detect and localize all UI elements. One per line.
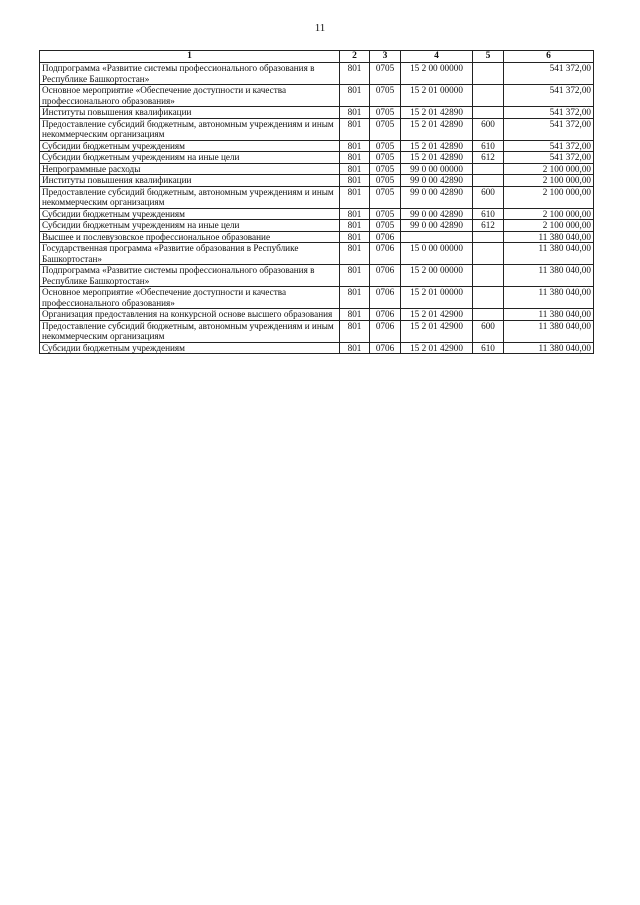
row-vr-cell: 610 (473, 208, 504, 220)
table-row (40, 208, 594, 220)
row-csr-cell: 15 2 00 00000 (401, 63, 473, 85)
row-grbs-cell: 801 (340, 118, 370, 140)
table-row (40, 63, 594, 85)
row-sum-cell: 2 100 000,00 (504, 186, 594, 208)
row-csr-cell: 15 0 00 00000 (401, 243, 473, 265)
table-row (40, 85, 594, 107)
row-sum-cell: 541 372,00 (504, 63, 594, 85)
row-section-cell: 0706 (370, 243, 401, 265)
row-csr-cell: 15 2 01 42900 (401, 342, 473, 354)
row-grbs-cell: 801 (340, 208, 370, 220)
row-name-cell: Высшее и послевузовское профессиональное образование (40, 231, 340, 243)
row-sum-cell: 541 372,00 (504, 85, 594, 107)
table-header-row (40, 51, 594, 63)
row-section-cell: 0706 (370, 342, 401, 354)
row-section-cell: 0706 (370, 265, 401, 287)
page-number: 11 (314, 22, 326, 34)
row-csr-cell: 15 2 01 42890 (401, 140, 473, 152)
row-sum-cell: 11 380 040,00 (504, 265, 594, 287)
row-name-cell: Субсидии бюджетным учреждениям (40, 208, 340, 220)
row-section-cell: 0705 (370, 63, 401, 85)
table-row (40, 231, 594, 243)
row-grbs-cell: 801 (340, 152, 370, 164)
row-name-cell: Государственная программа «Развитие образования в Республике Башкортостан» (40, 243, 340, 265)
row-csr-cell: 15 2 01 00000 (401, 85, 473, 107)
row-sum-cell: 541 372,00 (504, 107, 594, 119)
row-vr-cell: 600 (473, 118, 504, 140)
table-row (40, 220, 594, 232)
row-section-cell: 0705 (370, 152, 401, 164)
row-section-cell: 0706 (370, 287, 401, 309)
row-grbs-cell: 801 (340, 265, 370, 287)
table-row (40, 118, 594, 140)
row-grbs-cell: 801 (340, 85, 370, 107)
table-row (40, 265, 594, 287)
table-row (40, 243, 594, 265)
row-sum-cell: 541 372,00 (504, 140, 594, 152)
row-name-cell: Подпрограмма «Развитие системы профессионального образования в Республике Башкортостан» (40, 63, 340, 85)
row-csr-cell: 15 2 01 42890 (401, 107, 473, 119)
table-row (40, 342, 594, 354)
row-vr-cell: 612 (473, 152, 504, 164)
row-csr-cell: 99 0 00 42890 (401, 186, 473, 208)
row-name-cell: Организация предоставления на конкурсной основе высшего образования (40, 309, 340, 321)
row-name-cell: Предоставление субсидий бюджетным, автономным учреждениям и иным некоммерческим организациям (40, 118, 340, 140)
row-name-cell: Субсидии бюджетным учреждениям (40, 140, 340, 152)
row-vr-cell (473, 85, 504, 107)
row-grbs-cell: 801 (340, 231, 370, 243)
row-csr-cell (401, 231, 473, 243)
row-name-cell: Субсидии бюджетным учреждениям на иные цели (40, 152, 340, 164)
row-grbs-cell: 801 (340, 243, 370, 265)
budget-table (39, 50, 594, 354)
row-section-cell: 0705 (370, 163, 401, 175)
row-sum-cell: 11 380 040,00 (504, 309, 594, 321)
row-vr-cell (473, 309, 504, 321)
row-grbs-cell: 801 (340, 320, 370, 342)
row-csr-cell: 99 0 00 42890 (401, 175, 473, 187)
row-section-cell: 0706 (370, 309, 401, 321)
row-grbs-cell: 801 (340, 220, 370, 232)
row-csr-cell: 15 2 01 42890 (401, 118, 473, 140)
row-sum-cell: 2 100 000,00 (504, 175, 594, 187)
row-sum-cell: 541 372,00 (504, 152, 594, 164)
table-row (40, 320, 594, 342)
row-vr-cell (473, 107, 504, 119)
row-sum-cell: 2 100 000,00 (504, 208, 594, 220)
table-row (40, 163, 594, 175)
row-name-cell: Предоставление субсидий бюджетным, автономным учреждениям и иным некоммерческим организациям (40, 320, 340, 342)
column-header: 2 (340, 51, 370, 63)
table-row (40, 309, 594, 321)
row-vr-cell (473, 243, 504, 265)
table-row (40, 140, 594, 152)
row-csr-cell: 99 0 00 00000 (401, 163, 473, 175)
row-section-cell: 0705 (370, 186, 401, 208)
row-vr-cell: 600 (473, 320, 504, 342)
row-vr-cell (473, 265, 504, 287)
row-name-cell: Институты повышения квалификации (40, 107, 340, 119)
row-sum-cell: 11 380 040,00 (504, 243, 594, 265)
column-header: 6 (504, 51, 594, 63)
row-grbs-cell: 801 (340, 63, 370, 85)
column-header: 1 (40, 51, 340, 63)
row-vr-cell: 610 (473, 342, 504, 354)
row-section-cell: 0705 (370, 208, 401, 220)
row-csr-cell: 99 0 00 42890 (401, 208, 473, 220)
row-grbs-cell: 801 (340, 186, 370, 208)
row-section-cell: 0705 (370, 118, 401, 140)
row-vr-cell (473, 175, 504, 187)
row-sum-cell: 11 380 040,00 (504, 342, 594, 354)
row-grbs-cell: 801 (340, 175, 370, 187)
table-row (40, 186, 594, 208)
row-grbs-cell: 801 (340, 107, 370, 119)
row-vr-cell: 610 (473, 140, 504, 152)
row-section-cell: 0705 (370, 140, 401, 152)
row-vr-cell: 600 (473, 186, 504, 208)
row-section-cell: 0706 (370, 320, 401, 342)
row-sum-cell: 2 100 000,00 (504, 220, 594, 232)
row-csr-cell: 99 0 00 42890 (401, 220, 473, 232)
row-name-cell: Подпрограмма «Развитие системы профессионального образования в Республике Башкортостан» (40, 265, 340, 287)
row-sum-cell: 11 380 040,00 (504, 287, 594, 309)
table-body (40, 63, 594, 354)
row-name-cell: Предоставление субсидий бюджетным, автономным учреждениям и иным некоммерческим организациям (40, 186, 340, 208)
row-sum-cell: 11 380 040,00 (504, 320, 594, 342)
table-row (40, 175, 594, 187)
row-vr-cell: 612 (473, 220, 504, 232)
table-row (40, 287, 594, 309)
row-name-cell: Субсидии бюджетным учреждениям на иные цели (40, 220, 340, 232)
row-csr-cell: 15 2 01 42890 (401, 152, 473, 164)
row-name-cell: Субсидии бюджетным учреждениям (40, 342, 340, 354)
row-csr-cell: 15 2 01 42900 (401, 309, 473, 321)
row-section-cell: 0705 (370, 220, 401, 232)
row-csr-cell: 15 2 01 00000 (401, 287, 473, 309)
row-section-cell: 0705 (370, 175, 401, 187)
table-row (40, 107, 594, 119)
row-grbs-cell: 801 (340, 309, 370, 321)
row-vr-cell (473, 231, 504, 243)
row-section-cell: 0705 (370, 85, 401, 107)
row-grbs-cell: 801 (340, 342, 370, 354)
row-sum-cell: 2 100 000,00 (504, 163, 594, 175)
row-sum-cell: 11 380 040,00 (504, 231, 594, 243)
row-name-cell: Непрограммные расходы (40, 163, 340, 175)
row-vr-cell (473, 63, 504, 85)
row-name-cell: Институты повышения квалификации (40, 175, 340, 187)
row-grbs-cell: 801 (340, 140, 370, 152)
column-header: 4 (401, 51, 473, 63)
row-sum-cell: 541 372,00 (504, 118, 594, 140)
row-name-cell: Основное мероприятие «Обеспечение доступности и качества профессионального образования» (40, 287, 340, 309)
row-section-cell: 0706 (370, 231, 401, 243)
column-header: 5 (473, 51, 504, 63)
table-row (40, 152, 594, 164)
row-name-cell: Основное мероприятие «Обеспечение доступности и качества профессионального образования» (40, 85, 340, 107)
row-grbs-cell: 801 (340, 287, 370, 309)
column-header: 3 (370, 51, 401, 63)
row-vr-cell (473, 287, 504, 309)
row-grbs-cell: 801 (340, 163, 370, 175)
row-csr-cell: 15 2 01 42900 (401, 320, 473, 342)
row-csr-cell: 15 2 00 00000 (401, 265, 473, 287)
row-vr-cell (473, 163, 504, 175)
row-section-cell: 0705 (370, 107, 401, 119)
